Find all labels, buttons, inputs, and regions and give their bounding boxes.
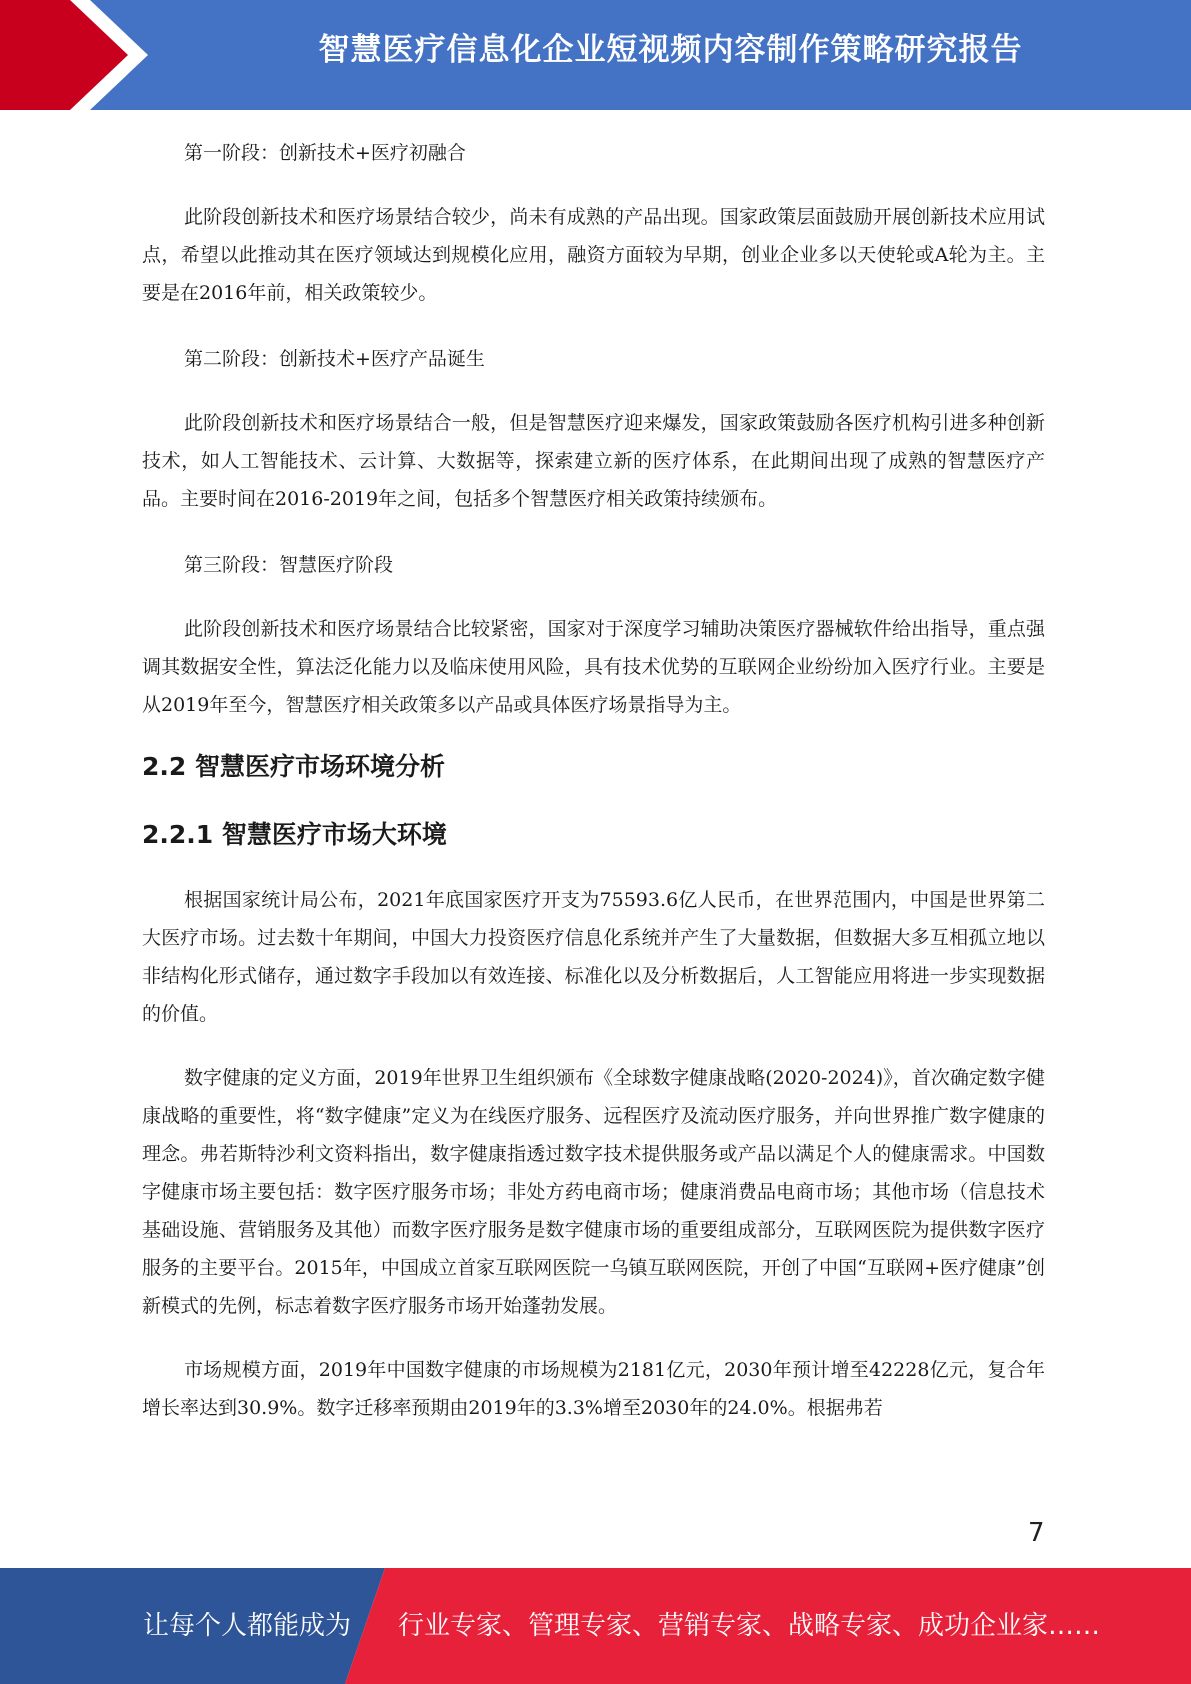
digital-health-definition-paragraph: 数字健康的定义方面，2019年世界卫生组织颁布《全球数字健康战略(2020-2024)》，首次确定数字健康战略的重要性，将“数字健康”定义为在线医疗服务、远程医疗及流动医疗服务，并向世界推广数字健康的理念。弗若斯特沙利文资料指出，数字健康指透过数字技术提供服务或产品以满足个人的健康需求。中国数字健康市场主要包括：数字医疗服务市场；非处方药电商市场；健康消费品电商市场；其他市场（信息技术基础设施、营销服务及其他）而数字医疗服务是数字健康市场的重要组成部分，互联网医院为提供数字医疗服务的主要平台。2015年，中国成立首家互联网医院一乌镇互联网医院，开创了中国“互联网+医疗健康”创新模式的先例，标志着数字医疗服务市场开始蓬勃发展。	[142, 1067, 1045, 1317]
page-footer	[0, 1568, 1191, 1684]
page-header	[0, 0, 1191, 110]
footer-slogan-right: 行业专家、管理专家、营销专家、战略专家、成功企业家……	[398, 1611, 1101, 1641]
stage-1-heading: 第一阶段：创新技术+医疗初融合	[184, 142, 466, 164]
section-2-2-title: 2.2 智慧医疗市场环境分析	[142, 752, 445, 781]
report-title: 智慧医疗信息化企业短视频内容制作策略研究报告	[318, 32, 1023, 68]
stage-2-paragraph: 此阶段创新技术和医疗场景结合一般，但是智慧医疗迎来爆发，国家政策鼓励各医疗机构引进多种创新技术，如人工智能技术、云计算、大数据等，探索建立新的医疗体系，在此期间出现了成熟的智慧医疗产品。主要时间在2016-2019年之间，包括多个智慧医疗相关政策持续颁布。	[142, 412, 1045, 510]
market-size-paragraph: 市场规模方面，2019年中国数字健康的市场规模为2181亿元，2030年预计增至42228亿元，复合年增长率达到30.9%。数字迁移率预期由2019年的3.3%增至2030年的24.0%。根据弗若	[142, 1359, 1045, 1419]
page-number: 7	[1028, 1518, 1045, 1548]
market-environment-paragraph: 根据国家统计局公布，2021年底国家医疗开支为75593.6亿人民币，在世界范围内，中国是世界第二大医疗市场。过去数十年期间，中国大力投资医疗信息化系统并产生了大量数据，但数据大多互相孤立地以非结构化形式储存，通过数字手段加以有效连接、标准化以及分析数据后，人工智能应用将进一步实现数据的价值。	[142, 889, 1045, 1025]
stage-2-heading: 第二阶段：创新技术+医疗产品诞生	[184, 348, 485, 370]
document-body	[142, 120, 1045, 1427]
section-2-2-1-title: 2.2.1 智慧医疗市场大环境	[142, 820, 447, 849]
footer-slogan-left: 让每个人都能成为	[143, 1611, 352, 1641]
stage-3-paragraph: 此阶段创新技术和医疗场景结合比较紧密，国家对于深度学习辅助决策医疗器械软件给出指导，重点强调其数据安全性，算法泛化能力以及临床使用风险，具有技术优势的互联网企业纷纷加入医疗行业。主要是从2019年至今，智慧医疗相关政策多以产品或具体医疗场景指导为主。	[142, 618, 1045, 716]
stage-3-heading: 第三阶段：智慧医疗阶段	[184, 554, 394, 576]
stage-1-paragraph: 此阶段创新技术和医疗场景结合较少，尚未有成熟的产品出现。国家政策层面鼓励开展创新技术应用试点，希望以此推动其在医疗领域达到规模化应用，融资方面较为早期，创业企业多以天使轮或A轮为主。主要是在2016年前，相关政策较少。	[142, 206, 1045, 304]
